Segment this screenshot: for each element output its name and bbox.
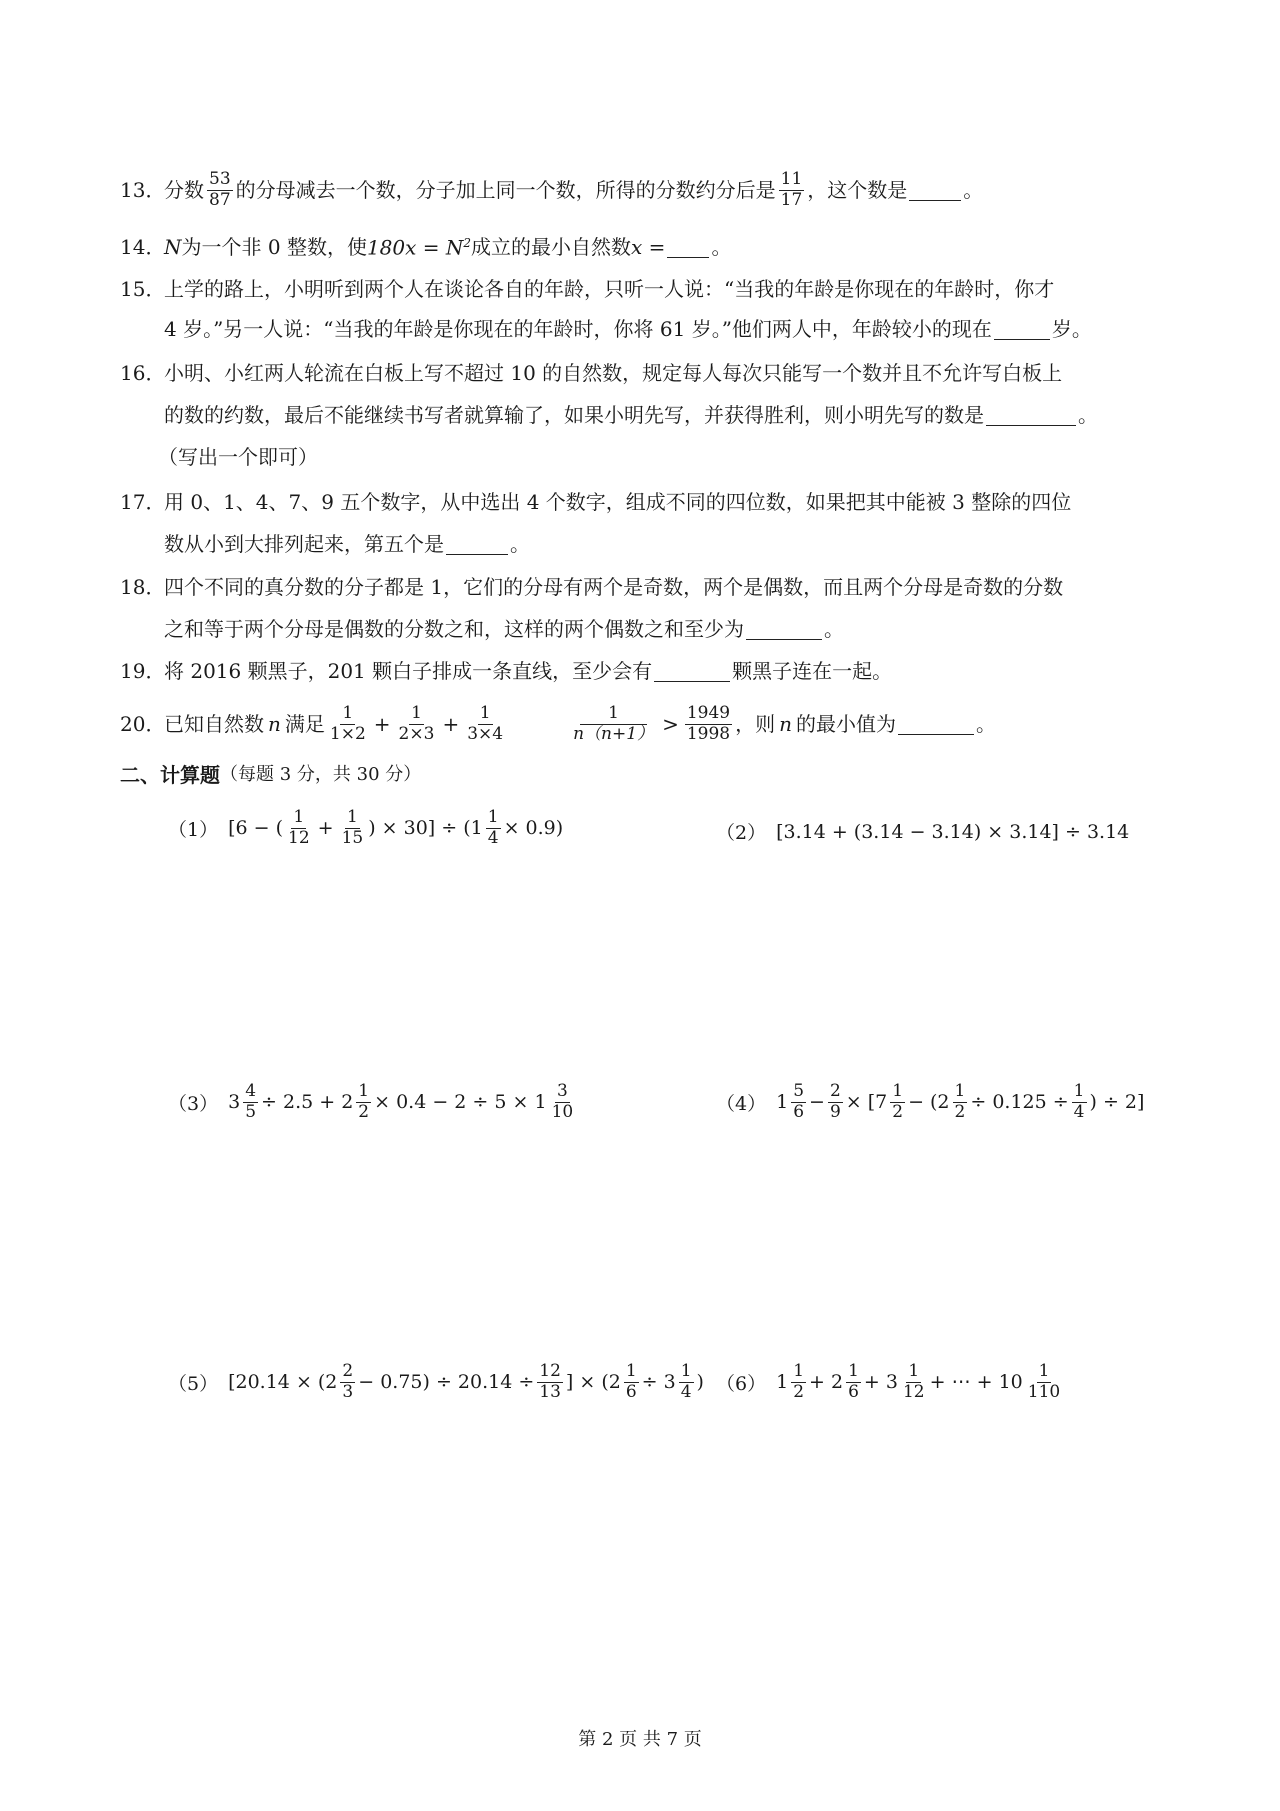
question-number: 19． [120,659,166,683]
question-16 [120,358,1062,388]
numerator: 1 [580,704,647,725]
section-note: （每题 3 分，共 30 分） [220,764,422,785]
expression-part: + 2 [809,1371,844,1394]
question-text: 4 岁。”另一人说：“当我的年龄是你现在的年龄时，你将 61 岁。”他们两人中，年龄较小的现在 [164,317,992,341]
question-15-line2 [164,314,1092,344]
answer-blank[interactable] [746,619,822,640]
numerator: 1 [358,1081,370,1101]
expression-part: + 3 [863,1371,898,1394]
denominator: 6 [793,1101,805,1122]
question-text: 的最小值为 [795,712,896,736]
whole-number: 1 [776,1371,789,1394]
question-text: 的分母减去一个数，分子加上同一个数，所得的分数约分后是 [235,178,776,202]
calc-problem-2 [716,818,1129,845]
question-number: 17． [120,490,166,514]
numerator: 1 [487,807,499,827]
question-hint: （写出一个即可） [158,445,318,469]
calc-problem-6 [716,1362,1065,1402]
question-text: 之和等于两个分母是偶数的分数之和，这样的两个偶数之和至少为 [164,617,744,641]
expression-part: [20.14 × (2 [228,1371,338,1394]
denominator: 15 [341,827,364,848]
punctuation: 。 [963,178,984,202]
question-17-line2 [164,529,530,559]
question-text: 用 0、1、4、7、9 五个数字，从中选出 4 个数字，组成不同的四位数，如果把其中能被 3 整除的四位 [164,490,1072,514]
question-number: 18． [120,575,166,599]
denominator: 13 [539,1381,561,1402]
expression-part: ) [696,1371,704,1394]
denominator: 4 [487,827,499,848]
fraction [828,1082,843,1122]
numerator: 11 [780,168,803,189]
expression-part: × 0.4 − 2 ÷ 5 × 1 [374,1091,547,1114]
fraction [901,1362,927,1402]
numerator: 1 [342,702,354,723]
numerator: 3 [556,1081,568,1101]
question-text: 满足 [284,712,325,736]
question-text: 将 2016 颗黑子，201 颗白子排成一条直线，至少会有 [164,659,653,683]
numerator: 1 [793,1361,805,1381]
problem-label: （1） [168,818,219,841]
punctuation: 岁。 [1051,317,1092,341]
fraction [550,1082,576,1122]
fraction [679,1362,694,1402]
denominator: 12 [902,1381,925,1402]
denominator: 87 [209,189,231,210]
exponent: 2 [463,235,472,250]
question-15 [120,274,1054,304]
expression-part: [6 − ( [228,817,284,840]
denominator: 110 [1027,1381,1061,1402]
punctuation: 。 [711,235,732,259]
denominator: 4 [680,1381,692,1402]
fraction [890,1082,905,1122]
numerator: 1949 [686,702,731,723]
fraction [328,704,368,744]
numerator: 2 [342,1361,354,1381]
numerator: 53 [209,168,231,189]
answer-blank[interactable] [667,237,709,258]
question-text: 上学的路上，小明听到两个人在谈论各自的年龄，只听一人说：“当我的年龄是你现在的年龄时，你才 [164,277,1055,301]
question-text: 成立的最小自然数 [471,235,632,259]
calc-problem-4 [716,1082,1144,1122]
fraction [465,704,505,744]
numerator: 1 [1073,1081,1085,1101]
question-14 [120,232,731,262]
denominator: 1998 [686,723,731,744]
question-18 [120,572,1063,602]
answer-blank[interactable] [654,661,730,682]
fraction [624,1362,639,1402]
question-17 [120,487,1071,517]
denominator: 17 [780,189,803,210]
denominator: 9 [829,1101,841,1122]
denominator: 6 [848,1381,859,1402]
fraction [1026,1362,1062,1402]
denominator: 12 [288,827,310,848]
denominator: 5 [245,1101,257,1122]
question-number: 16． [120,361,166,385]
numerator: 12 [539,1361,561,1381]
denominator: 10 [551,1101,574,1122]
whole-number: 3 [228,1091,241,1114]
numerator: 5 [793,1081,805,1101]
denominator: 2 [892,1101,904,1122]
expression-part: − 0.75) ÷ 20.14 ÷ [358,1371,535,1394]
fraction [356,1082,371,1122]
page-footer: 第 2 页 共 7 页 [578,1729,702,1750]
expression-part: ) × 30] ÷ (1 [368,817,483,840]
fraction [846,1362,861,1402]
fraction [1072,1082,1087,1122]
fraction [791,1362,806,1402]
plus-sign: + [442,712,460,736]
denominator: 3×4 [467,723,504,744]
denominator: 2 [358,1101,370,1122]
question-19 [120,656,892,686]
variable: x = [631,235,666,259]
expression-part: ) ÷ 2] [1089,1091,1145,1114]
punctuation: 。 [975,712,996,736]
numerator: 2 [829,1081,841,1101]
question-20 [120,694,996,754]
expression-part: × [7 [845,1091,888,1114]
fraction [486,808,501,848]
numerator: 1 [625,1361,637,1381]
fraction [791,1082,806,1122]
section-title: 二、计算题 [120,763,220,787]
answer-blank[interactable] [909,180,961,201]
denominator: 2 [954,1101,966,1122]
punctuation: 。 [1078,403,1098,427]
numerator: 1 [411,702,422,723]
variable: n [268,712,281,736]
denominator: 3 [342,1381,354,1402]
equation [367,237,471,258]
expression-part: + ⋯ + 10 [929,1371,1023,1394]
numerator: 1 [954,1081,966,1101]
question-16-line2 [164,400,1098,430]
question-number: 15． [120,277,166,301]
question-text: 分数 [164,178,204,202]
fraction [953,1082,968,1122]
denominator: 2 [793,1381,805,1402]
calc-problem-1 [168,808,563,848]
numerator: 1 [680,1361,692,1381]
numerator: 1 [479,702,491,723]
fraction [685,704,732,744]
fraction [571,704,656,744]
question-16-line3 [158,442,318,472]
fraction [537,1362,563,1402]
fraction [340,808,366,848]
expression-part: ] × (2 [565,1371,621,1394]
fraction [243,1082,258,1122]
section-heading [120,760,421,790]
question-text: 四个不同的真分数的分子都是 1，它们的分母有两个是奇数，两个是偶数，而且两个分母是奇数的分数 [164,575,1064,599]
answer-blank[interactable] [986,405,1076,426]
question-number: 13． [120,178,166,202]
denominator: 1×2 [329,723,366,744]
numerator: 4 [245,1081,257,1101]
greater-than-sign: > [662,712,679,736]
question-text: 颗黑子连在一起。 [732,659,893,683]
expression-part: ÷ 0.125 ÷ [970,1091,1069,1114]
expression: [3.14 + (3.14 − 3.14) × 3.14] ÷ 3.14 [776,820,1130,843]
question-13 [120,160,983,220]
answer-blank[interactable] [898,714,974,735]
denominator: n（n+1） [573,723,655,744]
calc-problem-5 [168,1362,704,1402]
question-18-line2 [164,614,844,644]
numerator: 1 [293,807,305,827]
question-text: ，这个数是 [807,178,908,202]
denominator: 4 [1073,1101,1085,1122]
fraction [286,808,312,848]
expression-part: ÷ 2.5 + 2 [261,1091,354,1114]
question-text: 小明、小红两人轮流在白板上写不超过 10 的自然数，规定每人每次只能写一个数并且不允许写白板上 [164,361,1063,385]
fraction [779,170,805,210]
expression-part: ÷ 3 [641,1371,676,1394]
question-number: 20． [120,712,166,736]
question-text: 已知自然数 [164,712,264,736]
expression-part: × 0.9) [503,817,564,840]
variable: n [779,712,792,736]
question-text: 为一个非 0 整数，使 [181,235,367,259]
numerator: 1 [1038,1361,1050,1381]
equation-text: 180x = N [366,235,464,260]
numerator: 1 [892,1081,904,1101]
denominator: 6 [625,1381,637,1402]
fraction [397,704,437,744]
problem-label: （3） [168,1092,219,1115]
punctuation: 。 [510,532,530,556]
punctuation: 。 [824,617,844,641]
fraction [340,1362,355,1402]
numerator: 1 [908,1361,920,1381]
problem-label: （5） [168,1372,219,1395]
calc-problem-3 [168,1082,578,1122]
question-text: 数从小到大排列起来，第五个是 [164,532,444,556]
problem-label: （6） [716,1372,767,1395]
problem-label: （4） [716,1092,767,1115]
whole-number: 1 [776,1091,789,1114]
question-number: 14． [120,235,166,259]
expression-part: − [809,1091,825,1114]
question-text: 的数的约数，最后不能继续书写者就算输了，如果小明先写，并获得胜利，则小明先写的数是 [164,403,984,427]
numerator: 1 [848,1361,859,1381]
expression-part: − (2 [908,1091,950,1114]
numerator: 1 [346,807,358,827]
answer-blank[interactable] [446,534,508,555]
fraction [207,170,233,210]
plus-sign: + [317,817,334,840]
question-text: ，则 [735,712,776,736]
problem-label: （2） [716,822,767,844]
plus-sign: + [373,712,391,736]
answer-blank[interactable] [994,319,1050,340]
denominator: 2×3 [398,723,435,744]
variable: N [164,235,182,259]
